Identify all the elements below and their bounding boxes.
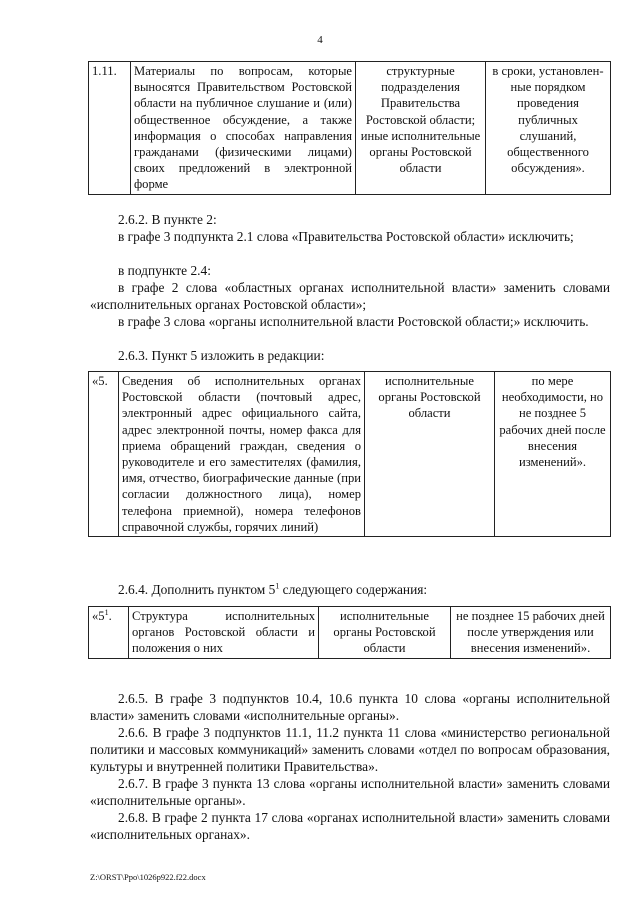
cell-responsible: структурные подразделения Правительства Ростовской области; иные исполнительные органы Ростовской области xyxy=(356,62,486,195)
cell-responsible: исполнительные органы Ростовской области xyxy=(365,372,495,537)
cell-subject: Сведения об исполнительных органах Ростовской области (почтовый адрес, электронный адрес официального сайта, адрес электронной почты, номер факса для приема обращений граждан, сведения о руководителе и его заместителях (фамилия, имя, отчество, биографические данные (при согласии должностного лица), номер телефона приемной), номера телефонов справочной службы, горячих линий) xyxy=(119,372,365,537)
paragraph-2-6-6: 2.6.6. В графе 3 подпунктов 11.1, 11.2 пункта 11 слова «министерство региональной политики и массовых коммуникаций» заменить словами «отдел по вопросам образования, культуры и внутренней политики Правительства». xyxy=(90,725,610,774)
superscript: 1 xyxy=(104,607,109,617)
cell-number xyxy=(89,607,129,659)
paragraph-2-6-4-text: 2.6.4. Дополнить пунктом 5 xyxy=(118,582,276,597)
paragraph-2-6-2: 2.6.2. В пункте 2: xyxy=(118,212,217,227)
table-item-5-1 xyxy=(88,606,611,659)
cell-responsible: исполнительные органы Ростовской области xyxy=(319,607,451,659)
cell-number: «5. xyxy=(89,372,119,537)
cell-deadline: не позднее 15 рабочих дней после утверждения или внесения изменений». xyxy=(451,607,611,659)
paragraph-2-6-2-b: в подпункте 2.4: xyxy=(118,263,211,278)
paragraph-2-6-2-c: в графе 2 слова «областных органах исполнительной власти» заменить словами «исполнительных органах Ростовской области»; xyxy=(90,280,610,312)
paragraph-2-6-7: 2.6.7. В графе 3 пункта 13 слова «органы исполнительной власти» заменить словами «исполнительные органы». xyxy=(90,776,610,808)
paragraph-2-6-4 xyxy=(90,581,610,598)
page-number: 4 xyxy=(317,34,323,46)
table-row xyxy=(89,372,611,537)
table-row xyxy=(89,607,611,659)
table-item-1-11 xyxy=(88,61,611,195)
paragraph-2-6-3: 2.6.3. Пункт 5 изложить в редакции: xyxy=(118,348,325,363)
cell-deadline: в сроки, установленные порядком проведения публичных слушаний, общественного обсуждения». xyxy=(486,62,611,195)
paragraph-2-6-5: 2.6.5. В графе 3 подпунктов 10.4, 10.6 пункта 10 слова «органы исполнительной власти» заменить словами «исполнительные органы». xyxy=(90,691,610,723)
table-item-5 xyxy=(88,371,611,537)
cell-subject: Структура исполнительных органов Ростовской области и положения о них xyxy=(129,607,319,659)
file-path-footer: Z:\ORST\Ppo\1026p922.f22.docx xyxy=(90,872,206,882)
cell-subject: Материалы по вопросам, которые выносятся Правительством Ростовской области на публичное слушание и (или) общественное обсуждение, а также информация о способах направления гражданами (физическими лицами) своих предложений в электронной форме xyxy=(131,62,356,195)
superscript: 1 xyxy=(275,581,280,591)
paragraph-2-6-8: 2.6.8. В графе 2 пункта 17 слова «органах исполнительной власти» заменить словами «исполнительных органах». xyxy=(90,810,610,842)
cell-deadline: по мере необходимости, но не позднее 5 рабочих дней после внесения изменений». xyxy=(495,372,611,537)
paragraph-2-6-4-tail: следующего содержания: xyxy=(279,582,428,597)
table-row xyxy=(89,62,611,195)
paragraph-2-6-2-d: в графе 3 слова «органы исполнительной власти Ростовской области;» исключить. xyxy=(118,314,589,329)
cell-number-dot: . xyxy=(108,609,112,623)
paragraph-2-6-2-a: в графе 3 подпункта 2.1 слова «Правительства Ростовской области» исключить; xyxy=(118,229,574,244)
cell-number-text: «5 xyxy=(92,609,105,623)
cell-number: 1.11. xyxy=(89,62,131,195)
